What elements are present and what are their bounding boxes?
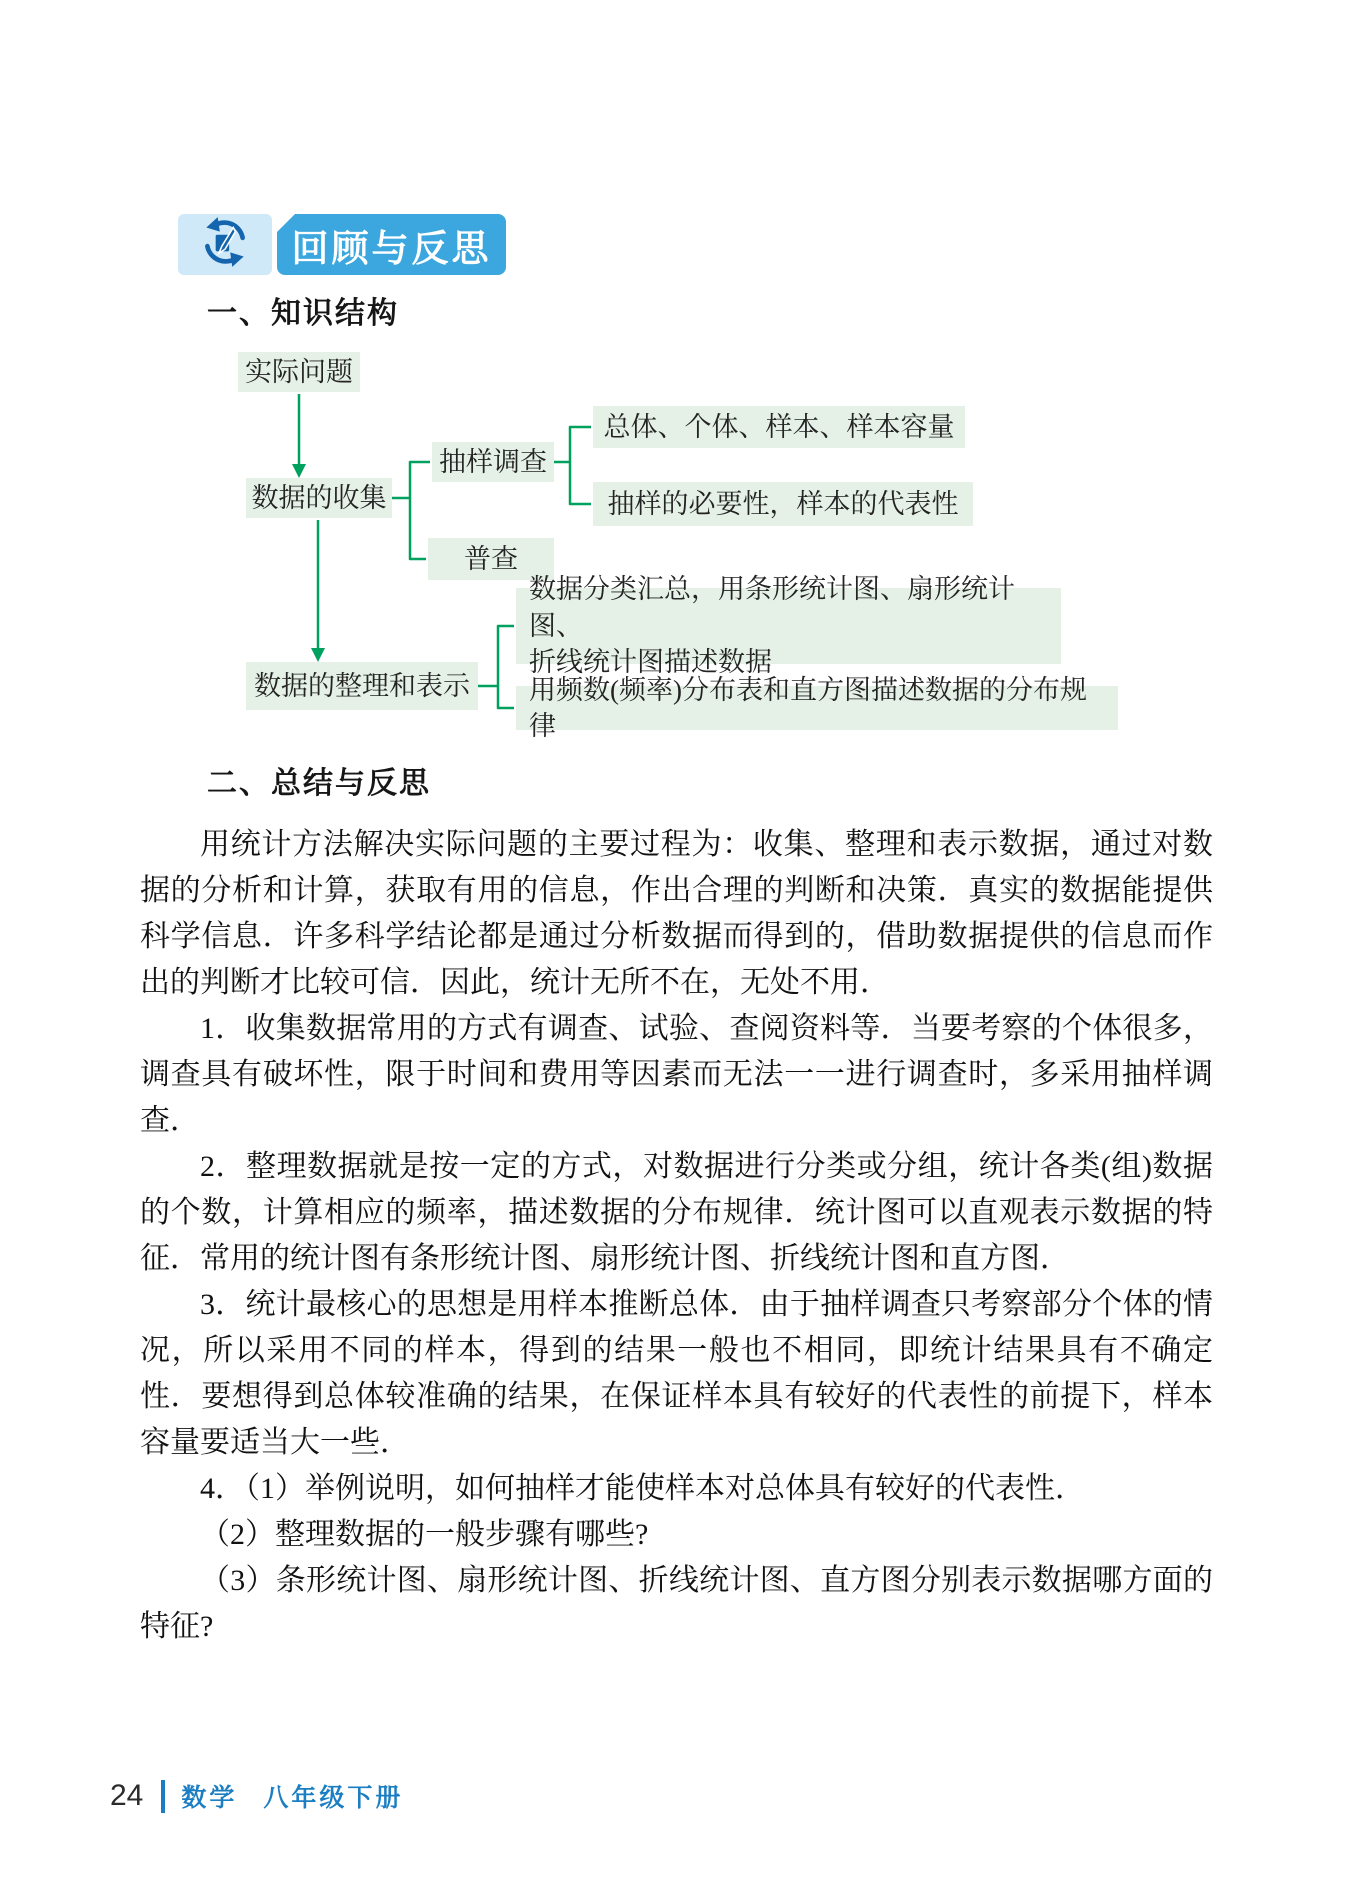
node-population-sample: 总体、个体、样本、样本容量 xyxy=(593,406,965,448)
node-sampling-survey: 抽样调查 xyxy=(432,442,554,482)
banner-title: 回顾与反思 xyxy=(291,227,492,269)
knowledge-structure-diagram xyxy=(0,0,1353,760)
paragraph-point-4-q1: 4．（1）举例说明，如何抽样才能使样本对总体具有较好的代表性． xyxy=(200,1472,1085,1505)
paragraph-intro: 用统计方法解决实际问题的主要过程为：收集、整理和表示数据，通过对数据的分析和计算，获取有用的信息，作出合理的判断和决策．真实的数据能提供科学信息．许多科学结论都是通过分析数据而得到的，借助数据提供的信息而作出的判断才比较可信．因此，统计无所不在，无处不用． xyxy=(140,828,1213,999)
heading-knowledge-structure: 一、知识结构 xyxy=(207,297,399,330)
paragraph-point-4-q3: （3）条形统计图、扇形统计图、折线统计图、直方图分别表示数据哪方面的特征? xyxy=(140,1564,1213,1643)
body-text xyxy=(140,822,1213,1650)
paragraph-point-4-q2: （2）整理数据的一般步骤有哪些? xyxy=(200,1518,649,1551)
heading-summary-reflection: 二、总结与反思 xyxy=(207,767,431,800)
node-sampling-necessity: 抽样的必要性，样本的代表性 xyxy=(593,482,973,526)
page-footer xyxy=(110,1778,403,1814)
footer-book-title: 数学 xyxy=(181,1784,238,1812)
node-classify-line1: 数据分类汇总，用条形统计图、扇形统计图、 xyxy=(529,574,1015,641)
node-practical-problem: 实际问题 xyxy=(238,352,360,392)
paragraph-point-2: 2．整理数据就是按一定的方式，对数据进行分类或分组，统计各类(组)数据的个数，计算相应的频率，描述数据的分布规律．统计图可以直观表示数据的特征．常用的统计图有条形统计图、扇形统计图、折线统计图和直方图． xyxy=(140,1150,1213,1275)
node-data-collection: 数据的收集 xyxy=(246,478,392,518)
paragraph-point-3: 3．统计最核心的思想是用样本推断总体．由于抽样调查只考察部分个体的情况，所以采用不同的样本，得到的结果一般也不相同，即统计结果具有不确定性．要想得到总体较准确的结果，在保证样本具有较好的代表性的前提下，样本容量要适当大一些． xyxy=(140,1288,1213,1459)
node-census: 普查 xyxy=(428,538,554,580)
node-classify-charts xyxy=(516,574,1061,678)
arrow-down-icon xyxy=(292,464,306,478)
page-number: 24 xyxy=(110,1779,144,1812)
node-frequency-table: 用频数(频率)分布表和直方图描述数据的分布规律 xyxy=(516,686,1118,730)
footer-volume: 八年级下册 xyxy=(263,1784,404,1812)
footer-divider xyxy=(161,1780,165,1813)
node-classify-line2: 折线统计图描述数据 xyxy=(529,647,772,678)
arrow-down-icon xyxy=(311,648,325,662)
paragraph-point-1: 1．收集数据常用的方式有调查、试验、查阅资料等．当要考察的个体很多，调查具有破坏性，限于时间和费用等因素而无法一一进行调查时，多采用抽样调查． xyxy=(140,1012,1213,1137)
node-data-organization: 数据的整理和表示 xyxy=(246,662,478,710)
